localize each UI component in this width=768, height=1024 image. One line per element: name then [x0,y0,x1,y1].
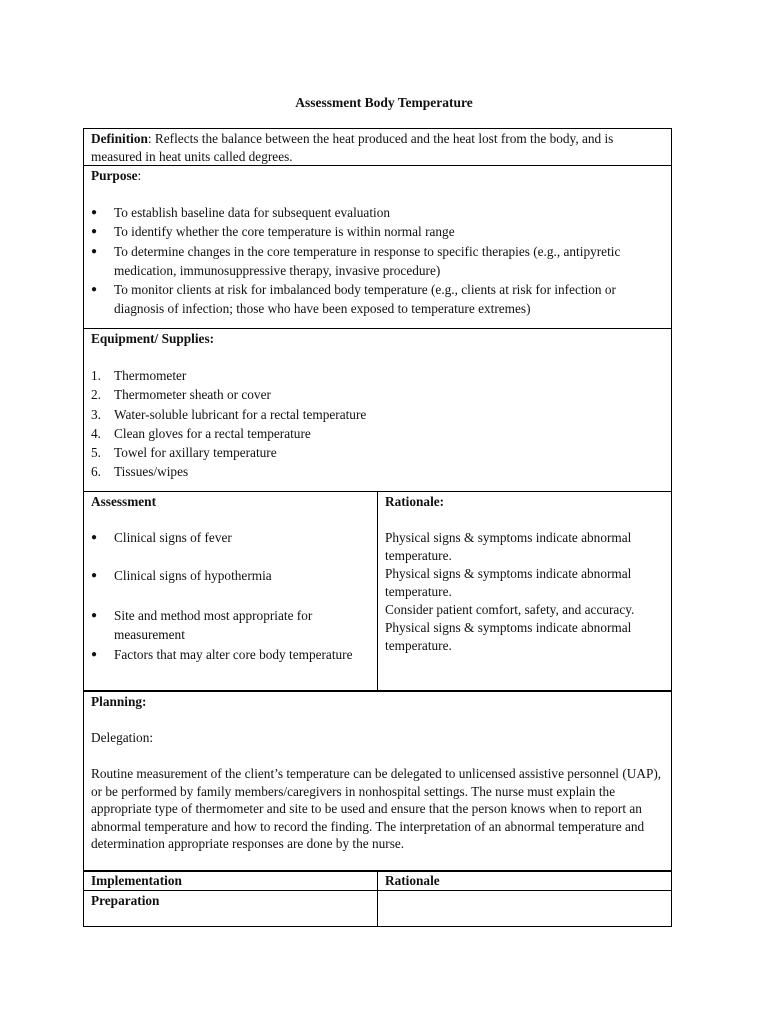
item-number: 1. [91,368,101,383]
rationale-item: Physical signs & symptoms indicate abnormal temperature. [385,620,632,653]
list-item [91,443,665,462]
list-item: ● Clinical signs of hypothermia [91,567,372,585]
list-item: ● To determine changes in the core temperature in response to specific therapies (e.g., antipyretic medication, immunosuppressive therapy, invasive procedure) [91,242,665,281]
delegation-label: Delegation: [91,730,154,745]
assessment-label: Assessment [91,494,157,509]
rationale-item: Physical signs & symptoms indicate abnormal temperature. [385,566,632,599]
equipment-section [83,328,672,492]
delegation-text: Routine measurement of the client’s temperature can be delegated to unlicensed assistive personnel (UAP), or be performed by family members/caregivers in nonhospital settings. The nurse must explain the appropriate type of thermometer and site to be used and ensure that the person knows when to report an abnormal temperature and how to record the finding. The interpretation of an abnormal temperature and determination appropriate responses are done by the nurse. [91,766,662,852]
purpose-list [91,203,665,319]
assessment-section [83,491,672,692]
item-text: Towel for axillary temperature [114,445,277,461]
item-text: Clean gloves for a rectal temperature [114,425,311,441]
list-item [91,366,665,385]
list-item: ● To monitor clients at risk for imbalanced body temperature (e.g., clients at risk for infection or diagnosis of infection; those who have been exposed to temperature extremes) [91,280,665,319]
list-item [91,385,665,404]
list-item: ● To identify whether the core temperature is within normal range [91,222,665,241]
item-text: Thermometer [114,368,187,383]
rationale-column [378,493,671,655]
item-number: 2. [91,387,101,403]
purpose-section [83,165,672,329]
equipment-list [91,366,665,482]
equipment-label: Equipment/ Supplies: [91,331,215,346]
item-text: Water-soluble lubricant for a rectal temperature [114,406,367,422]
item-number: 5. [91,445,101,461]
assessment-list [91,529,372,664]
list-item [91,462,665,481]
implementation-section [83,870,672,927]
rationale-label: Rationale: [385,494,445,509]
list-item: ● Factors that may alter core body temperature [91,645,372,664]
item-number: 6. [91,464,101,480]
list-item: ● To establish baseline data for subsequent evaluation [91,203,665,222]
planning-section [83,691,672,872]
definition-section [83,128,672,166]
item-text: Tissues/wipes [114,464,189,480]
definition-text: : Reflects the balance between the heat produced and the heat lost from the body, and is measured in heat units called degrees. [91,131,614,164]
list-item [91,405,665,424]
rationale-item: Consider patient comfort, safety, and accuracy. [385,602,635,617]
implementation-header: Implementation [91,873,182,888]
list-item [91,424,665,443]
item-text: Thermometer sheath or cover [114,387,271,403]
rationale-item: Physical signs & symptoms indicate abnormal temperature. [385,530,632,563]
definition-label: Definition [91,131,148,146]
implementation-rationale-header: Rationale [385,873,440,888]
purpose-label: Purpose [91,168,138,183]
assessment-column [84,493,378,664]
page-title: Assessment Body Temperature [295,95,473,110]
item-number: 4. [91,425,101,441]
list-item: ● Clinical signs of fever [91,529,372,547]
purpose-label-colon: : [137,168,142,183]
preparation-label: Preparation [91,893,160,908]
planning-label: Planning: [91,694,147,709]
item-number: 3. [91,406,101,422]
list-item: ● Site and method most appropriate for measurement [91,606,372,644]
